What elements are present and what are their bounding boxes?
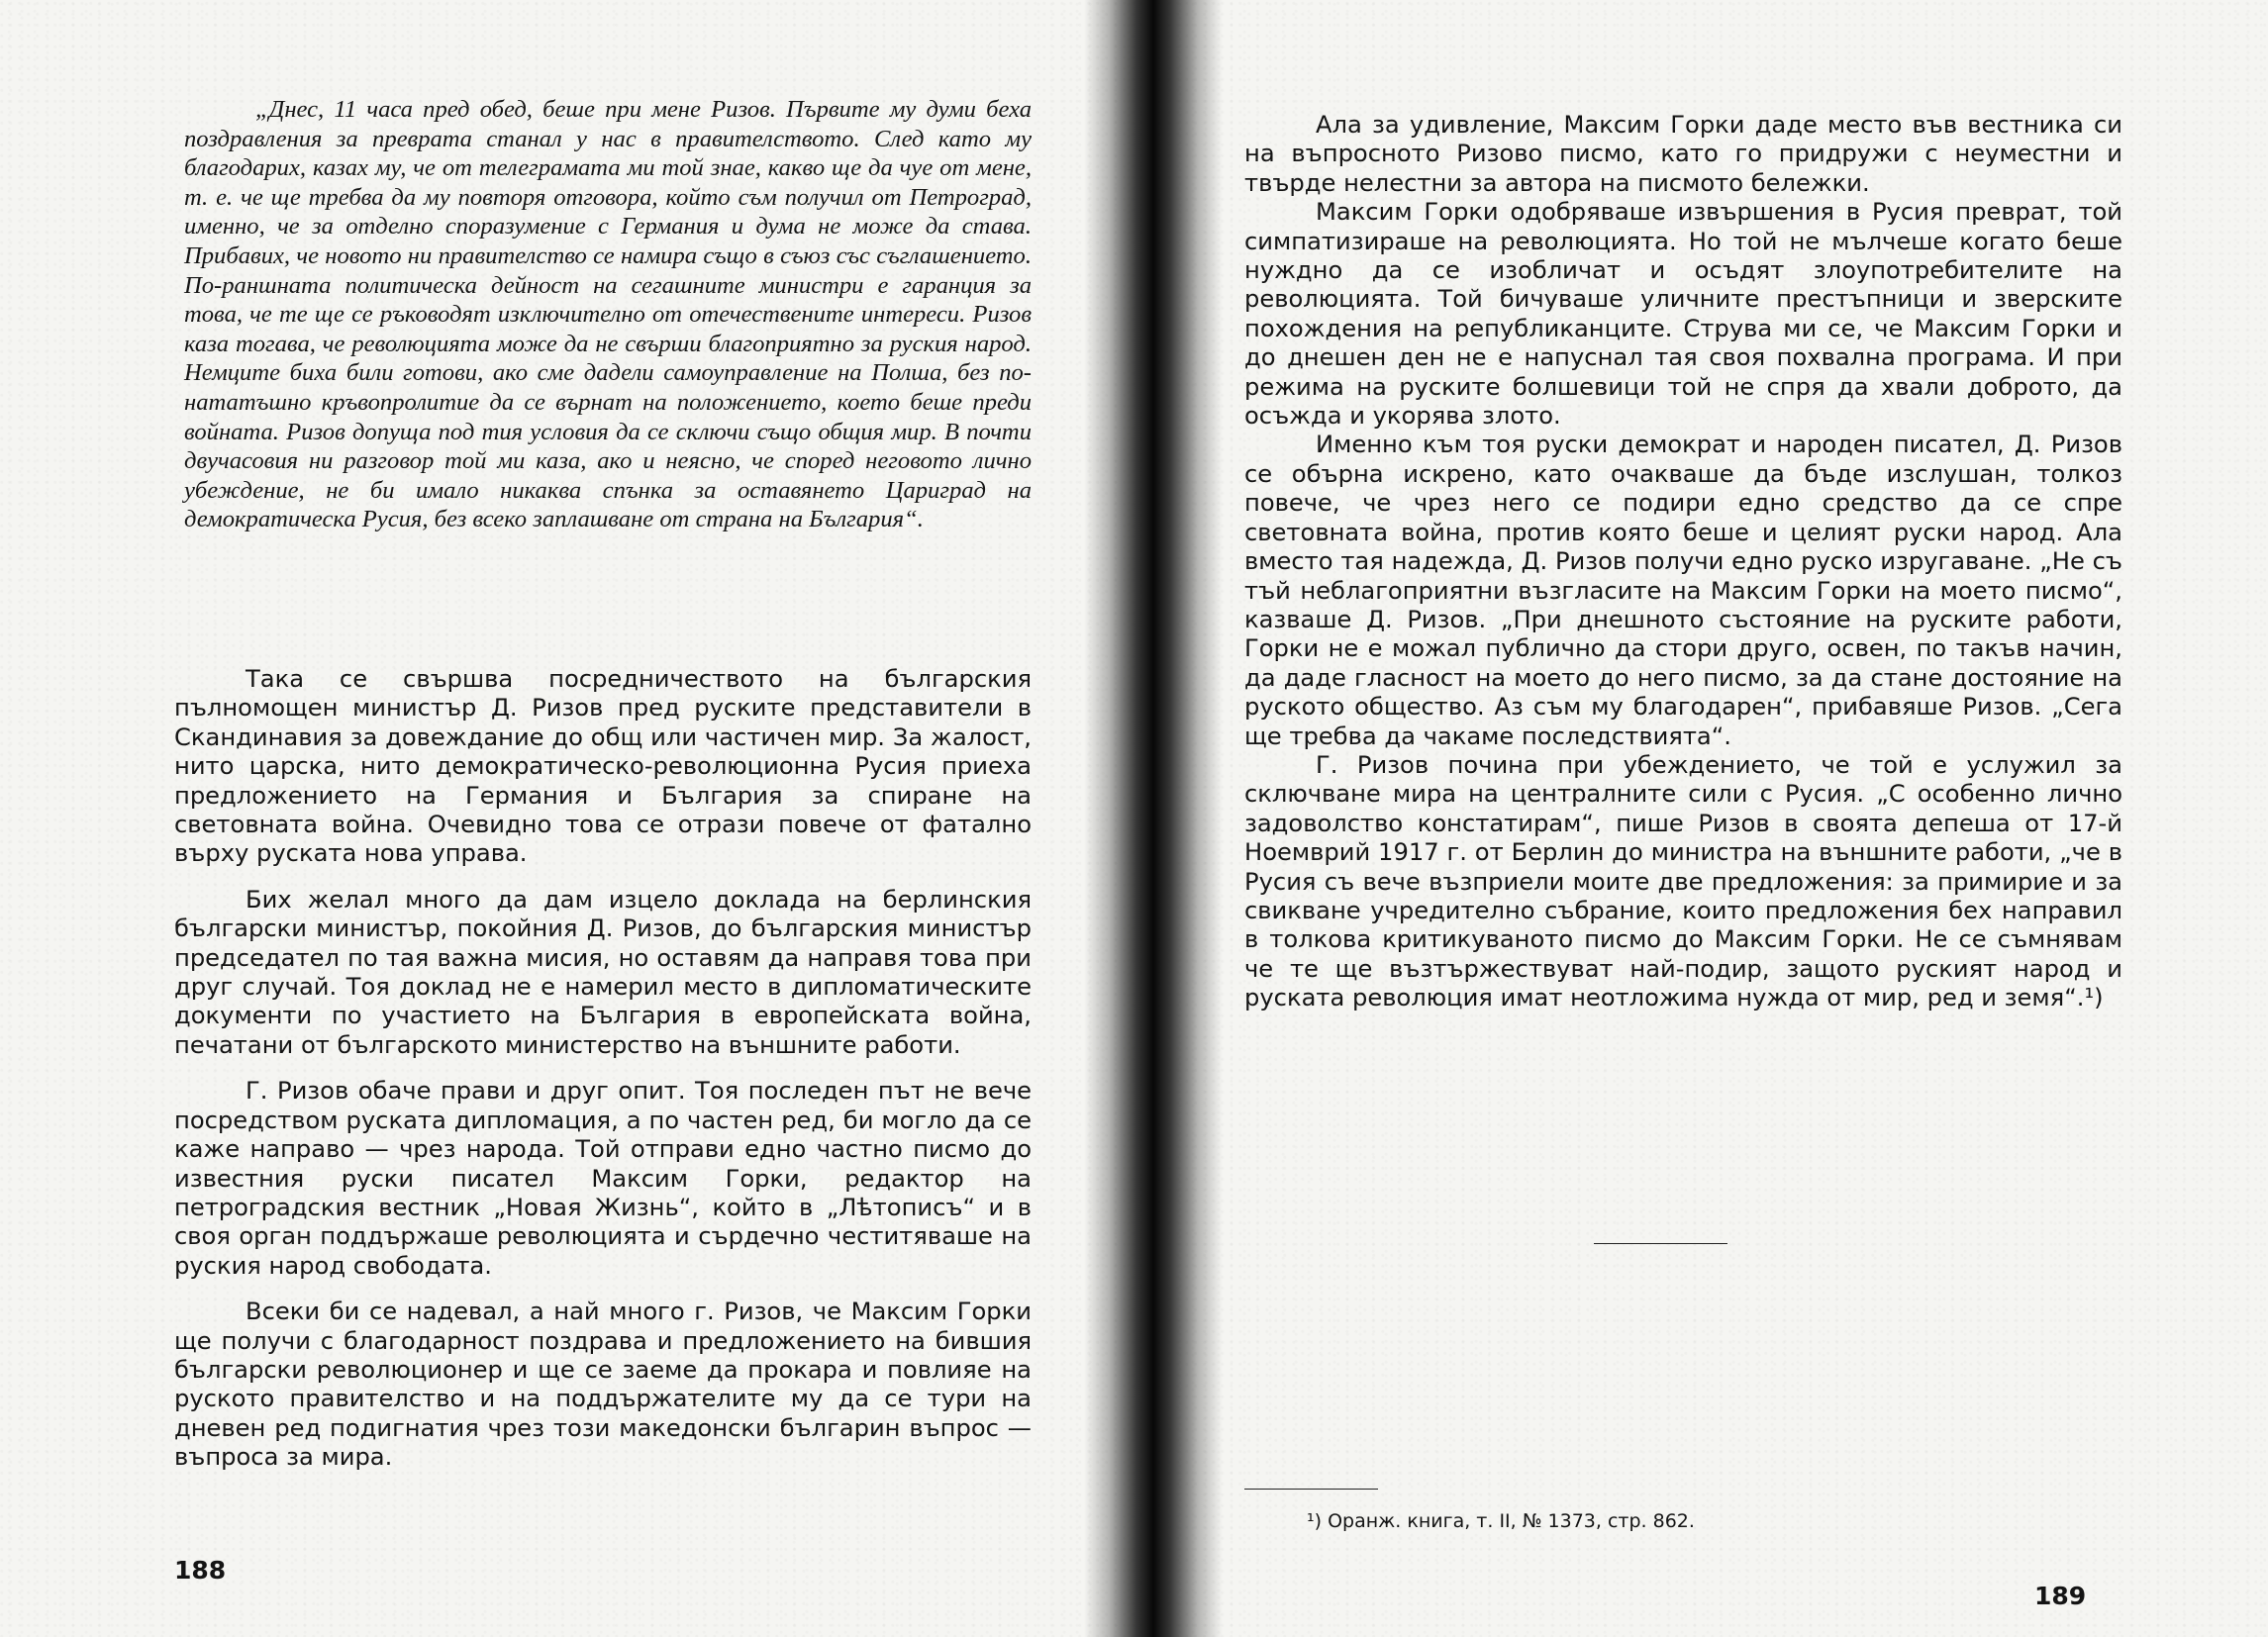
right-page-body [1244, 111, 2122, 1013]
left-page [0, 0, 1084, 1637]
page-number-left: 188 [174, 1556, 227, 1585]
footnote-rule [1244, 1489, 1378, 1490]
paragraph: Максим Горки одобряваше извършения в Русия преврат, той симпатизираше на революцията. Но той не мълчеше когато беше нуждно да се изобличат и осъдят злоупотребителите на революцията. Той бичуваше уличните престъпници и зверските похождения на републиканците. Струва ми се, че Максим Горки и до днешен ден не е напуснал тая своя похвална програма. И при режима на руските болшевици той не спря да хвали доброто, да осъжда и укорява злото. [1244, 198, 2122, 431]
paragraph: Бих желал много да дам изцело доклада на берлинския български министър, покойния Д. Ризов, до българския министър председател по тая важна мисия, но оставям да направя това при друг случай. Тоя доклад не е намерил место в дипломатическите документи по участието на България в европейската война, печатани от българското министерство на външните работи. [174, 885, 1032, 1059]
left-page-body [174, 665, 1032, 1490]
footnote: ¹) Оранж. книга, т. II, № 1373, стр. 862. [1307, 1510, 1695, 1532]
right-page [1223, 0, 2268, 1637]
quoted-report: „Днес, 11 часа пред обед, беше при мене Ризов. Първите му думи беха поздравления за превратa станал у нас в правителството. След като му благодарих, казах му, че от телеграмата ми той знае, какво ще да чуе от мене, т. е. че ще требва да му повторя отговора, който съм получил от Петроград, именно, че за отделно споразумение с Германия и дума не може да става. Прибавих, че новото ни правителство се намира също в съюз със съглашението. По-раншната политическа дейност на сегашните министри е гаранция за това, че те ще се ръководят изключително от отечествените интереси. Ризов каза тогава, че революцията може да не свърши благоприятно за руския народ. Немците биха били готови, ако сме дадели самоуправление на Полша, без по-нататъшно кръвопролитие да се върнат на положението, което беше преди войната. Ризов допуща под тия условия да се сключи също общия мир. В почти двучасовия ни разговор той ми каза, ако и неясно, че според неговото лично убеждение, не би имало никаква спънка за оставянето Цариград на демократическа Русия, без всеко заплашване от страна на България“. [184, 96, 1032, 533]
paragraph: Г. Ризов обаче прави и друг опит. Тоя последен път не вече посредством руската дипломация, а по частен ред, би могло да се каже направо — чрез народа. Той отправи едно частно писмо до известния руски писател Максим Горки, редактор на петроградския вестник „Новая Жизнь“, който в „Лѣтописъ“ и в своя орган поддържаше революцията и сърдечно честитяваше на руския народ свободата. [174, 1077, 1032, 1280]
paragraph: Именно към тоя руски демократ и народен писател, Д. Ризов се обърна искрено, като очакваше да бъде изслушан, толкоз повече, че чрез него се подири едно средство да се спре световната война, против която беше и целият руски народ. Ала вместо тая надежда, Д. Ризов получи едно руско изругаване. „Не съ тъй неблагоприятни възгласите на Максим Горки на моето писмо“, казваше Д. Ризов. „При днешното състояние на руските работи, Горки не е можал публично да стори друго, освен, по такъв начин, да даде гласност на моето до него писмо, за да стане достояние на руското общество. Аз съм му благодарен“, прибавяше Ризов. „Сега ще требва да чакаме последствията“. [1244, 431, 2122, 750]
paragraph: Г. Ризов почина при убеждението, че той е услужил за сключване мира на централните сили с Русия. „С особенно лично задоволство констатирам“, пише Ризов в своята депеша от 17-й Ноемврий 1917 г. от Берлин до министра на външните работи, „че в Русия съ вече възприели моите две предложения: за примирие и за свикване учредително събрание, които предложения бех направил в толкова критикуваното писмо до Максим Горки. Не се съмнявам че те ще възтържествуват най-подир, защото руският народ и руската революция имат неотложима нужда от мир, ред и земя“.¹) [1244, 750, 2122, 1012]
paragraph: Всеки би се надевал, а най много г. Ризов, че Максим Горки ще получи с благодарност поздрава и предложението на бившия български революционер и ще се заеме да прокара и повлияе на руското правителство и на поддържателите му да се тури на дневен ред подигнатия чрез този македонски българин въпрос — въпроса за мира. [174, 1298, 1032, 1472]
paragraph: Ала за удивление, Максим Горки даде место във вестника си на въпросното Ризово писмо, като го придружи с неуместни и твърде нелестни за автора на писмото бележки. [1244, 111, 2122, 197]
book-gutter-shadow [1084, 0, 1223, 1637]
section-end-rule [1594, 1243, 1727, 1244]
page-number-right: 189 [2034, 1582, 2087, 1610]
paragraph: Така се свършва посредничеството на българския пълномощен министър Д. Ризов пред руските представители в Скандинавия за довеждание до общ или частичен мир. За жалост, нито царска, нито демократическо-революционна Русия приеха предложението на Германия и България за спиране на световната война. Очевидно това се отрази повече от фатално върху руската нова управа. [174, 665, 1032, 868]
